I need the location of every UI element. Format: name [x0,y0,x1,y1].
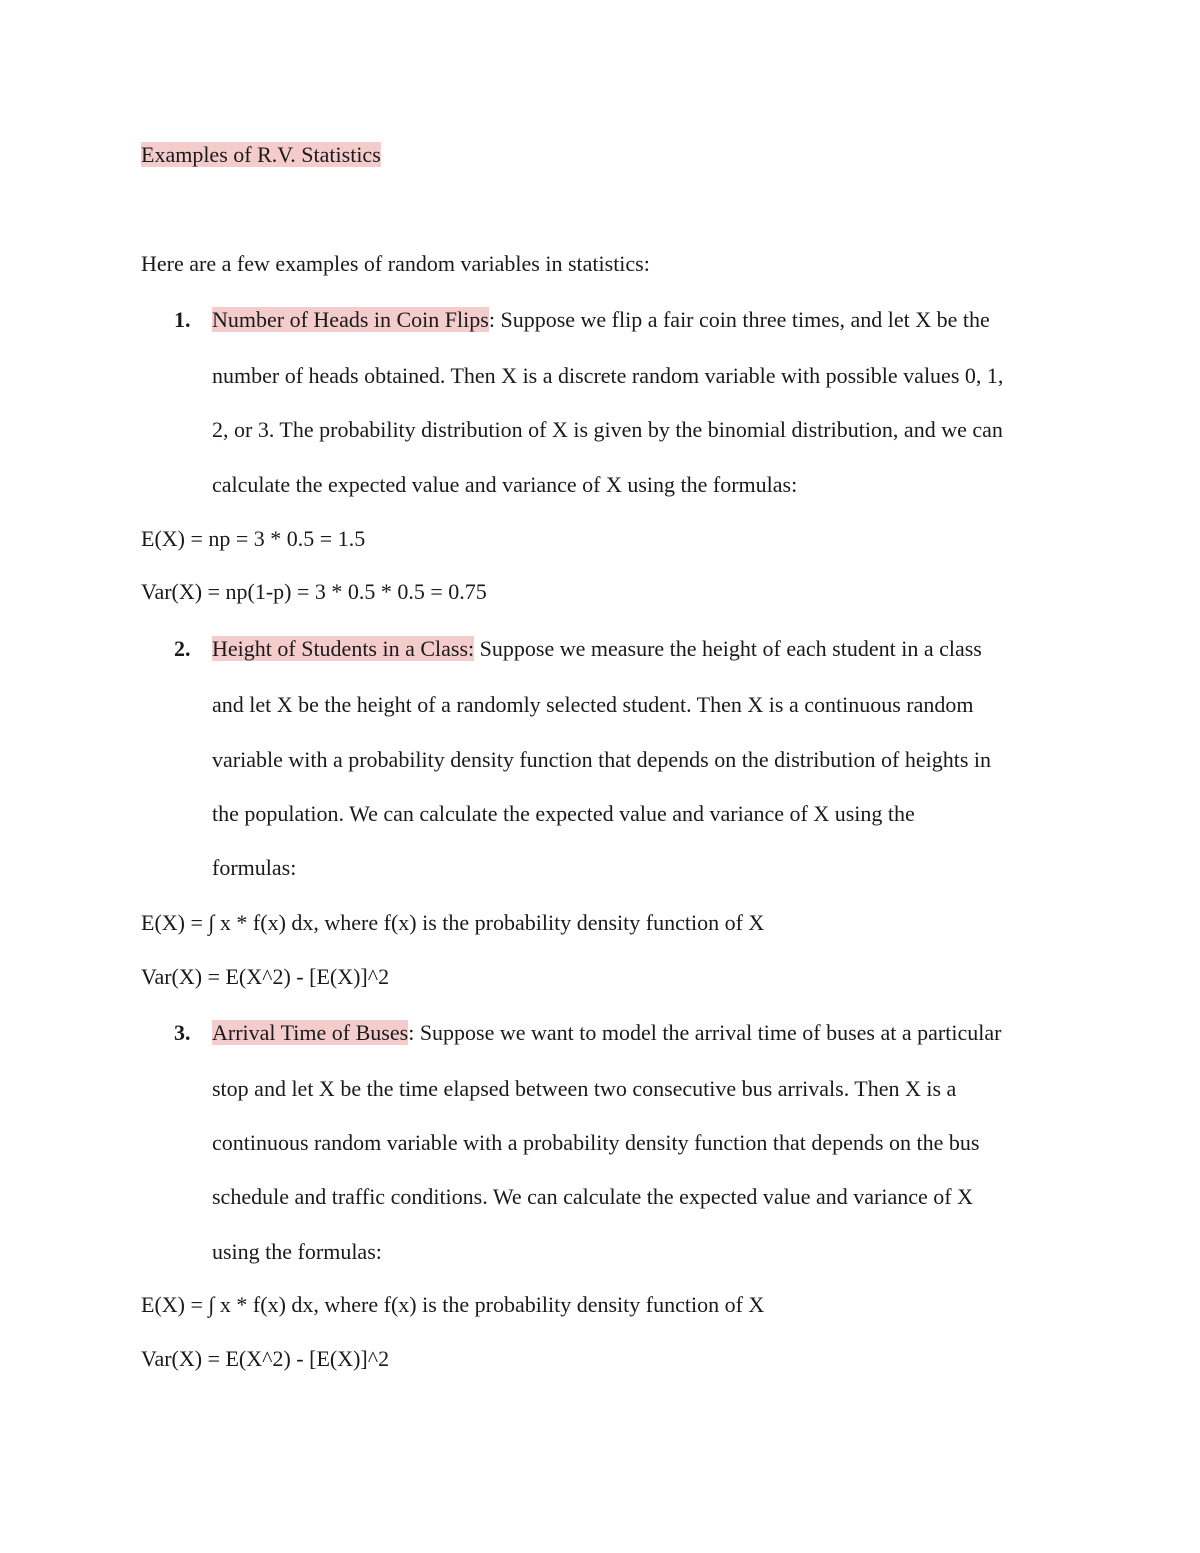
example-2-line-5: formulas: [212,855,297,880]
example-2-line-3: variable with a probability density function that depends on the distribution of heights in [212,747,992,772]
title-highlight: Examples of R.V. Statistics [141,142,381,167]
example-1-heading: Number of Heads in Coin Flips [212,307,489,332]
example-1-text: Suppose we flip a fair coin three times, and let X be the [494,307,990,332]
example-1-line-4: calculate the expected value and variance of X using the formulas: [212,472,798,497]
example-3-heading: Arrival Time of Buses [212,1020,409,1045]
list-number-3: 3. [174,1020,191,1045]
example-3-line-1 [212,1022,1001,1044]
example-2-line-1 [212,638,982,660]
example-3-line-5: using the formulas: [212,1239,382,1264]
example-1-line-2: number of heads obtained. Then X is a discrete random variable with possible values 0, 1, [212,363,1004,388]
example-2-formula-variance: Var(X) = E(X^2) - [E(X)]^2 [141,964,390,989]
example-3-heading-suffix: : [408,1020,415,1045]
list-number-1: 1. [174,307,191,332]
example-3-formula-variance: Var(X) = E(X^2) - [E(X)]^2 [141,1346,390,1371]
example-2-text: Suppose we measure the height of each student in a class [474,636,982,661]
example-1-line-3: 2, or 3. The probability distribution of X is given by the binomial distribution, and we can [212,417,1003,442]
example-3-line-2: stop and let X be the time elapsed between two consecutive bus arrivals. Then X is a [212,1076,957,1101]
example-1-formula-expected: E(X) = np = 3 * 0.5 = 1.5 [141,526,366,551]
example-2-heading: Height of Students in a Class: [212,636,475,661]
document-title [141,144,381,166]
example-2-line-4: the population. We can calculate the expected value and variance of X using the [212,801,915,826]
example-3-text: Suppose we want to model the arrival time of buses at a particular [414,1020,1002,1045]
example-3-line-4: schedule and traffic conditions. We can calculate the expected value and variance of X [212,1184,973,1209]
example-1-heading-suffix: : [488,307,495,332]
example-2-line-2: and let X be the height of a randomly selected student. Then X is a continuous random [212,692,974,717]
example-1-line-1 [212,309,990,331]
example-2-formula-expected: E(X) = ∫ x * f(x) dx, where f(x) is the probability density function of X [141,910,765,935]
example-1-formula-variance: Var(X) = np(1-p) = 3 * 0.5 * 0.5 = 0.75 [141,579,487,604]
example-3-formula-expected: E(X) = ∫ x * f(x) dx, where f(x) is the probability density function of X [141,1292,765,1317]
example-3-line-3: continuous random variable with a probability density function that depends on the bus [212,1130,980,1155]
intro-paragraph: Here are a few examples of random variables in statistics: [141,251,650,276]
list-number-2: 2. [174,636,191,661]
